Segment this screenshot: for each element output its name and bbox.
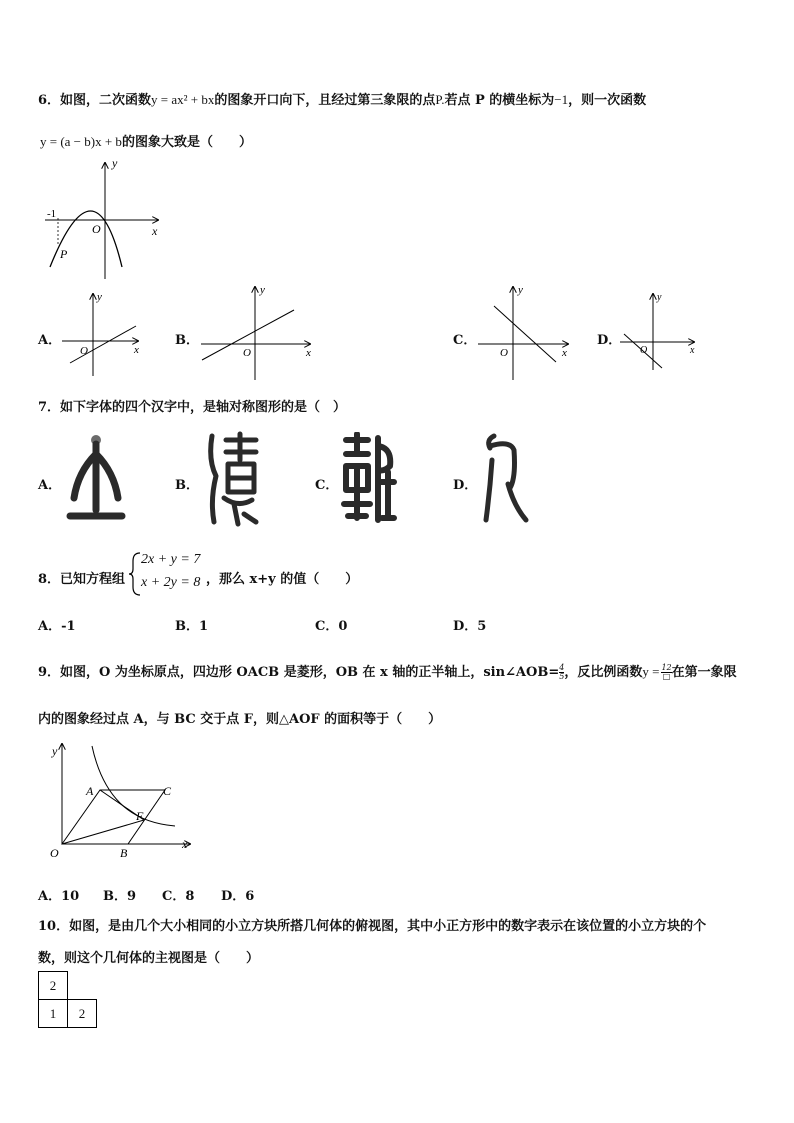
svg-text:y: y [260, 284, 265, 296]
q6-option-d-graph [618, 290, 700, 372]
q9-segment-of [62, 820, 144, 844]
q7-option-b[interactable]: B． [175, 478, 199, 493]
q9-line1 [38, 661, 737, 681]
svg-text:x: x [306, 347, 311, 359]
svg-text:O: O [640, 345, 648, 356]
q6-math-p: P. [435, 92, 445, 107]
q6-parabola-figure [40, 155, 165, 283]
q6-option-a[interactable]: A． [38, 333, 62, 348]
q8-option-b[interactable]: B．1 [175, 619, 209, 634]
svg-text:x: x [134, 344, 139, 356]
q8-text-post: ，那么 x+y 的值（ ） [206, 572, 359, 587]
q10-cell-empty [68, 972, 97, 1000]
q7-glyph-d [480, 430, 530, 526]
q6-label-o: O [92, 222, 101, 236]
svg-text:x: x [182, 837, 188, 851]
q8-text-pre: 8．已知方程组 [38, 572, 126, 587]
svg-text:C: C [163, 784, 172, 798]
q10-cell-top: 2 [39, 972, 68, 1000]
q6-label-y: y [112, 156, 118, 170]
svg-text:O: O [500, 347, 508, 359]
svg-text:A: A [86, 784, 94, 798]
q9-line2: 内的图象经过点 A，与 BC 交于点 F，则△AOF 的面积等于（ ） [38, 712, 442, 727]
q10-line1: 10．如图，是由几个大小相同的小立方块所搭几何体的俯视图，其中小正方形中的数字表示在该位置的小立方块的个 [38, 919, 707, 934]
q6-math-linear: y = (a − b)x + b [40, 134, 122, 149]
q8-brace [128, 551, 142, 597]
q8-equation-2: x + 2y = 8 [141, 575, 201, 590]
q6-text-e: 的图象大致是（ ） [121, 135, 252, 150]
svg-text:y: y [52, 744, 58, 758]
q9-option-b[interactable]: B．9 [103, 889, 137, 904]
q9-text-c: 在第一象限 [671, 665, 737, 680]
svg-text:y: y [518, 284, 523, 296]
q6-line2 [40, 131, 252, 150]
q10-line2: 数，则这个几何体的主视图是（ ） [38, 951, 260, 966]
q8-option-d[interactable]: D．5 [453, 619, 487, 634]
svg-text:x: x [562, 347, 567, 359]
q10-cell-bottom-left: 1 [39, 1000, 68, 1028]
q9-rhombus-figure [40, 738, 200, 863]
q9-rhombus [62, 790, 165, 844]
q6-text-c: 若点 P 的横坐标为 [444, 93, 555, 108]
q6-label-p: P [60, 247, 68, 261]
q6-option-c[interactable]: C． [453, 333, 477, 348]
q7-stem: 7．如下字体的四个汉字中，是轴对称图形的是（ ） [38, 400, 347, 415]
q9-option-a[interactable]: A．10 [38, 889, 80, 904]
q6-text-b: 的图象开口向下，且经过第三象限的点 [214, 93, 436, 108]
svg-text:B: B [120, 846, 128, 860]
q6-option-b-graph [198, 282, 318, 382]
svg-text:O: O [50, 846, 59, 860]
svg-text:F: F [136, 809, 144, 823]
svg-text:x: x [690, 345, 695, 356]
q9-option-c[interactable]: C．8 [162, 889, 195, 904]
q6-label-neg1: -1 [47, 208, 57, 220]
q6-option-d[interactable]: D． [597, 333, 622, 348]
q9-text-b: ，反比例函数 [564, 665, 643, 680]
q9-option-d[interactable]: D．6 [221, 889, 255, 904]
q6-text-d: ，则一次函数 [568, 93, 647, 108]
q6-math-quadratic: y = ax² + bx [151, 92, 215, 107]
q9-func-fraction: 12 □ [661, 663, 672, 681]
q9-func-y: y = [642, 664, 660, 679]
q7-glyph-a [66, 432, 126, 528]
svg-text:O: O [80, 345, 88, 357]
q6-option-a-graph [62, 290, 147, 378]
svg-text:O: O [243, 347, 251, 359]
q7-glyph-b [204, 430, 262, 530]
q7-option-d[interactable]: D． [453, 478, 478, 493]
q8-option-a[interactable]: A．-1 [38, 619, 76, 634]
q8-equation-1: 2x + y = 7 [141, 552, 201, 567]
q9-sin-fraction: $\frac{4}{5}$ [559, 663, 565, 681]
q10-cell-bottom-right: 2 [68, 1000, 97, 1028]
q6-option-c-graph [476, 282, 576, 382]
q7-glyph-c [340, 432, 398, 524]
svg-text:y: y [657, 292, 662, 303]
q6-math-neg1: −1 [554, 92, 569, 107]
q6-text-a: 6．如图，二次函数 [38, 93, 152, 108]
q8-option-c[interactable]: C．0 [315, 619, 348, 634]
q6-label-x: x [152, 224, 158, 238]
q9-text-a: 9．如图，O 为坐标原点，四边形 OACB 是菱形，OB 在 x 轴的正半轴上，sin∠AOB= [38, 665, 560, 680]
q6-line1 [38, 89, 646, 108]
svg-text:y: y [97, 291, 102, 303]
q10-top-view-grid [38, 971, 97, 1028]
q7-option-c[interactable]: C． [315, 478, 339, 493]
q7-option-a[interactable]: A． [38, 478, 62, 493]
q8-stem [38, 568, 125, 587]
q6-option-b[interactable]: B． [175, 333, 199, 348]
